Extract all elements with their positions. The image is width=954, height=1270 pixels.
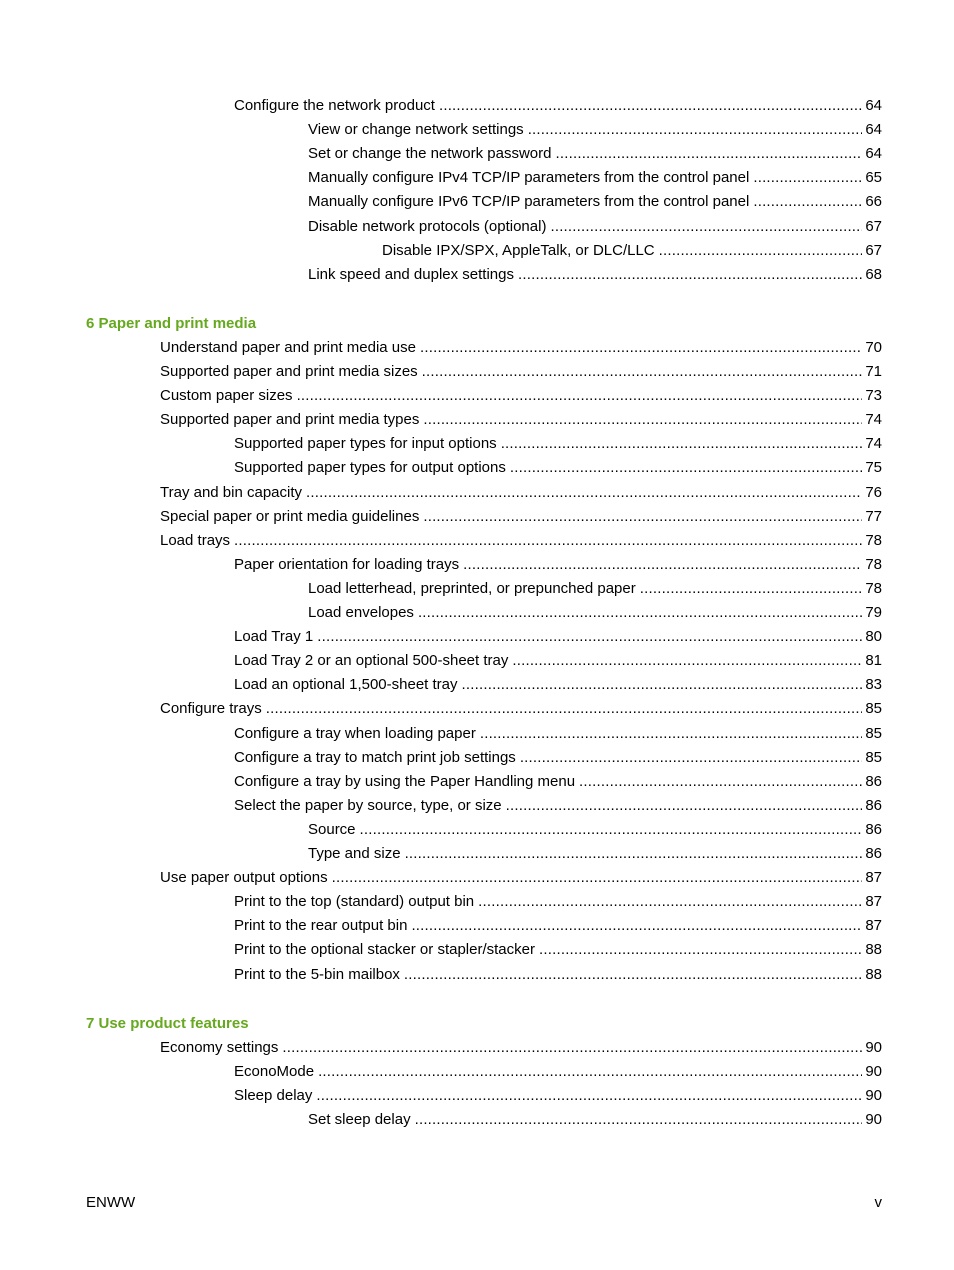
dot-leader [422, 361, 863, 383]
dot-leader [418, 602, 862, 624]
dot-leader [539, 939, 862, 961]
dot-leader [520, 747, 863, 769]
dot-leader [316, 1085, 862, 1107]
toc-entry[interactable] [160, 337, 882, 359]
toc-entry[interactable] [382, 240, 882, 262]
toc-entry-title: Link speed and duplex settings [308, 265, 514, 283]
toc-entry-title: Custom paper sizes [160, 387, 293, 405]
toc-entry-page: 77 [865, 507, 882, 525]
dot-leader [518, 264, 862, 286]
dot-leader [405, 843, 863, 865]
toc-entry[interactable] [234, 723, 882, 745]
dot-leader [555, 143, 862, 165]
toc-entry-page: 65 [865, 169, 882, 187]
dot-leader [640, 578, 863, 600]
toc-entry-page: 86 [865, 845, 882, 862]
toc-entry-page: 86 [865, 796, 882, 814]
toc-entry-page: 64 [865, 121, 882, 139]
toc-entry-title: Use paper output options [160, 869, 328, 887]
toc-entry-title: Load Tray 2 or an optional 500-sheet tray [234, 652, 509, 670]
dot-leader [753, 167, 862, 189]
dot-leader [506, 795, 863, 817]
toc-entry-page: 71 [865, 363, 882, 380]
toc-entry-title: Tray and bin capacity [160, 483, 303, 501]
toc-entry[interactable] [160, 361, 882, 383]
toc-entry[interactable] [308, 264, 882, 286]
toc-entry-page: 87 [865, 917, 882, 935]
toc-entry-page: 78 [865, 579, 882, 597]
toc-entry[interactable] [234, 1085, 882, 1107]
toc-entry-page: 78 [865, 555, 882, 573]
toc-entry-title: Supported paper and print media sizes [160, 363, 418, 380]
toc-entry[interactable] [160, 1037, 882, 1059]
toc-entry-page: 74 [865, 435, 882, 453]
toc-entry-title: Supported paper types for input options [234, 435, 497, 453]
toc-entry-title: Sleep delay [234, 1086, 313, 1104]
dot-leader [579, 771, 862, 793]
toc-entry[interactable] [308, 216, 882, 238]
toc-entry[interactable] [234, 771, 882, 793]
toc-entry-page: 67 [865, 217, 882, 235]
toc-entry-title: Disable IPX/SPX, AppleTalk, or DLC/LLC [382, 241, 655, 259]
dot-leader [753, 191, 862, 213]
toc-entry-title: Type and size [308, 845, 401, 862]
toc-entry-title: Supported paper types for output options [234, 459, 506, 477]
toc-entry[interactable] [234, 1061, 882, 1083]
toc-entry-page: 87 [865, 869, 882, 887]
toc-entry-page: 76 [865, 483, 882, 501]
toc-entry-page: 85 [865, 724, 882, 742]
dot-leader [404, 964, 862, 986]
toc-entry-title: Configure a tray by using the Paper Handling menu [234, 772, 576, 790]
toc-entry-page: 86 [865, 772, 882, 790]
toc-entry[interactable] [160, 530, 882, 552]
dot-leader [282, 1037, 862, 1059]
page-number: v [874, 1194, 882, 1211]
toc-entry-page: 90 [865, 1086, 882, 1104]
dot-leader [478, 891, 862, 913]
footer-label: ENWW [86, 1194, 136, 1211]
toc-entry-page: 79 [865, 604, 882, 621]
dot-leader [360, 819, 863, 841]
toc-entry-page: 90 [865, 1062, 882, 1080]
toc-entry-title: Configure the network product [234, 97, 435, 114]
dot-leader [439, 95, 862, 117]
toc-entry-title: Source [308, 820, 356, 838]
toc-entry[interactable] [234, 457, 882, 479]
toc-entry-title: Configure a tray to match print job settings [234, 748, 516, 766]
toc-entry[interactable] [234, 674, 882, 696]
dot-leader [463, 554, 862, 576]
chapter-heading: 6 Paper and print media [86, 314, 257, 332]
dot-leader [234, 530, 862, 552]
toc-entry-page: 86 [865, 820, 882, 838]
toc-entry-title: Print to the 5-bin mailbox [234, 965, 400, 983]
toc-entry-title: Set or change the network password [308, 145, 552, 163]
toc-entry[interactable] [234, 795, 882, 817]
toc-entry[interactable] [160, 482, 882, 504]
dot-leader [306, 482, 862, 504]
toc-entry[interactable] [160, 506, 882, 528]
toc-entry-title: Print to the rear output bin [234, 917, 408, 935]
toc-entry-page: 87 [865, 893, 882, 911]
toc-entry[interactable] [308, 602, 882, 624]
toc-entry-title: Print to the optional stacker or stapler/stacker [234, 941, 535, 959]
toc-entry-title: Configure trays [160, 700, 262, 718]
toc-entry-title: Load an optional 1,500-sheet tray [234, 676, 458, 694]
toc-entry-page: 85 [865, 748, 882, 766]
toc-entry[interactable] [308, 119, 882, 141]
toc-entry-page: 90 [865, 1038, 882, 1056]
toc-entry-page: 81 [865, 652, 882, 670]
dot-leader [420, 337, 862, 359]
dot-leader [266, 698, 863, 720]
toc-entry-page: 66 [865, 193, 882, 211]
toc-entry-title: Print to the top (standard) output bin [234, 893, 475, 911]
toc-entry-page: 74 [865, 411, 882, 429]
toc-entry-title: Load envelopes [308, 604, 414, 621]
toc-entry-page: 88 [865, 965, 882, 983]
toc-entry-page: 70 [865, 338, 882, 356]
toc-entry[interactable] [160, 409, 882, 431]
toc-entry-title: Understand paper and print media use [160, 338, 416, 356]
toc-entry[interactable] [234, 95, 882, 117]
toc-entry[interactable] [308, 819, 882, 841]
dot-leader [480, 723, 862, 745]
toc-entry[interactable] [234, 964, 882, 986]
toc-entry-title: View or change network settings [308, 121, 524, 139]
toc-entry-title: Paper orientation for loading trays [234, 555, 460, 573]
toc-entry-title: Select the paper by source, type, or size [234, 796, 502, 814]
toc-entry-title: Special paper or print media guidelines [160, 507, 420, 525]
toc-entry-page: 64 [865, 145, 882, 163]
toc-entry-title: Set sleep delay [308, 1111, 411, 1128]
toc-entry-title: Economy settings [160, 1038, 279, 1056]
toc-entry[interactable] [160, 385, 882, 407]
dot-leader [462, 674, 863, 696]
dot-leader [415, 1109, 863, 1131]
toc-entry[interactable] [308, 1109, 882, 1131]
toc-entry-page: 75 [865, 459, 882, 477]
toc-entry-title: Disable network protocols (optional) [308, 217, 547, 235]
toc-entry-page: 67 [865, 241, 882, 259]
toc-entry[interactable] [234, 554, 882, 576]
toc-entry[interactable] [234, 650, 882, 672]
toc-entry[interactable] [308, 191, 882, 213]
toc-entry-title: EconoMode [234, 1062, 315, 1080]
toc-entry-title: Load Tray 1 [234, 628, 314, 646]
dot-leader [550, 216, 862, 238]
toc-entry-title: Supported paper and print media types [160, 411, 420, 429]
dot-leader [512, 650, 862, 672]
toc-entry-title: Configure a tray when loading paper [234, 724, 476, 742]
toc-entry[interactable] [234, 939, 882, 961]
toc-entry-page: 80 [865, 628, 882, 646]
dot-leader [501, 433, 863, 455]
toc-entry[interactable] [234, 433, 882, 455]
toc-entry[interactable] [234, 626, 882, 648]
toc-entry[interactable] [160, 867, 882, 889]
toc-entry-page: 90 [865, 1111, 882, 1128]
dot-leader [297, 385, 863, 407]
toc-entry-page: 64 [865, 97, 882, 114]
toc-entry-title: Load trays [160, 531, 231, 549]
dot-leader [423, 506, 862, 528]
dot-leader [510, 457, 862, 479]
toc-entry-title: Manually configure IPv4 TCP/IP parameters from the control panel [308, 169, 750, 187]
dot-leader [411, 915, 862, 937]
toc-entry-page: 85 [865, 700, 882, 718]
toc-entry[interactable] [234, 747, 882, 769]
dot-leader [659, 240, 863, 262]
toc-entry-page: 78 [865, 531, 882, 549]
toc-entry-title: Manually configure IPv6 TCP/IP parameters from the control panel [308, 193, 750, 211]
toc-entry-page: 88 [865, 941, 882, 959]
toc-entry-page: 73 [865, 387, 882, 405]
toc-entry[interactable] [308, 578, 882, 600]
dot-leader [423, 409, 862, 431]
toc-entry[interactable] [160, 698, 882, 720]
toc-entry[interactable] [308, 143, 882, 165]
toc-entry-page: 83 [865, 676, 882, 694]
toc-entry[interactable] [308, 167, 882, 189]
toc-entry-page: 68 [865, 265, 882, 283]
dot-leader [332, 867, 863, 889]
toc-entry[interactable] [234, 915, 882, 937]
dot-leader [317, 626, 862, 648]
dot-leader [528, 119, 863, 141]
toc-entry[interactable] [234, 891, 882, 913]
toc-entry-title: Load letterhead, preprinted, or prepunched paper [308, 579, 636, 597]
toc-entry[interactable] [308, 843, 882, 865]
chapter-heading: 7 Use product features [86, 1014, 249, 1032]
dot-leader [318, 1061, 862, 1083]
